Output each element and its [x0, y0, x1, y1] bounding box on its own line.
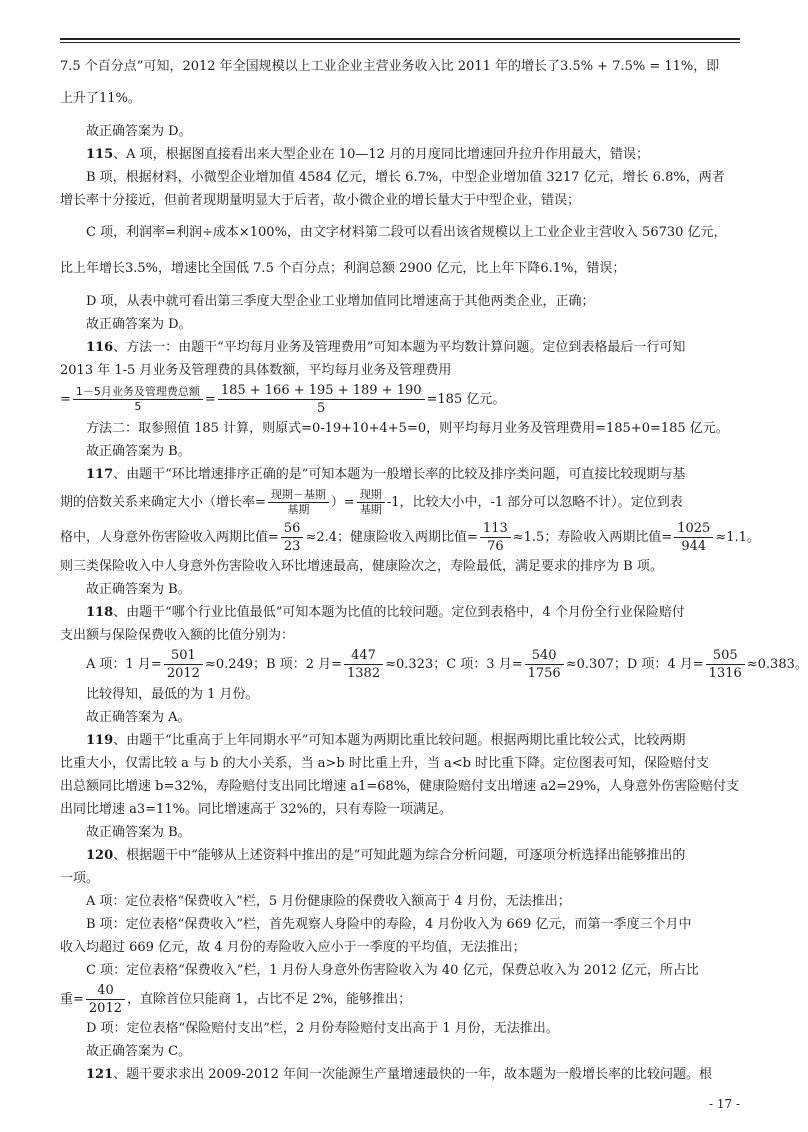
- fraction: $\frac{113}{76}$: [480, 520, 511, 555]
- fraction: $\frac{1025}{944}$: [674, 520, 713, 555]
- question-number: 121: [86, 1067, 114, 1082]
- answer-line: 故正确答案为 A。: [86, 710, 191, 725]
- answer-line: 故正确答案为 D。: [86, 124, 192, 139]
- question-text: 、根据题干中“能够从上述资料中推出的是”可知此题为综合分析问题，可逐项分析选择出能够推出的: [113, 848, 686, 863]
- page-number: - 17 -: [708, 1097, 740, 1111]
- question-number: 118: [86, 605, 114, 620]
- question-text: 、由题干“哪个行业比值最低”可知本题为比值的比较问题。定位到表格中，4 个月份全行业保险赔付: [113, 605, 685, 620]
- text-line: A 项：定位表格“保费收入”栏，5 月份健康险的保费收入额高于 4 月份，无法推出；: [86, 894, 571, 909]
- question-number: 119: [86, 733, 114, 748]
- question-text: 、由题干“环比增速排序正确的是”可知本题为一般增长率的比较及排序类问题，可直接比较现期与基: [113, 467, 686, 482]
- question-text: 、方法一：由题干“平均每月业务及管理费用”可知本题为平均数计算问题。定位到表格最后一行可知: [113, 340, 686, 355]
- fraction: $\frac{40}{2012}$: [86, 982, 125, 1017]
- text-line: D 项：定位表格“保险赔付支出”栏，2 月份寿险赔付支出高于 1 月份，无法推出。: [86, 1021, 559, 1036]
- text-line: 支出额与保险保费收入额的比值分别为：: [60, 628, 295, 643]
- fraction: $\frac{447}{1382}$: [344, 647, 383, 682]
- question-115: [60, 143, 740, 166]
- question-number: 115: [86, 147, 114, 162]
- question-text: 、题干要求求出 2009-2012 年间一次能源生产量增速最快的一年，故本题为一般增长率的比较问题。根: [113, 1067, 712, 1082]
- header-rule-thin: [60, 42, 740, 43]
- text-line: C 项，利润率=利润÷成本×100%，由文字材料第二段可以看出该省规模以上工业企业主营收入 56730 亿元，: [86, 225, 727, 240]
- header-rule: [60, 38, 740, 40]
- fraction: $\frac{\text{1－5月业务及管理费总额}}{5}$: [73, 385, 203, 414]
- question-number: 116: [86, 340, 114, 355]
- text-line: B 项，根据材料，小微型企业增加值 4584 亿元，增长 6.7%，中型企业增加值 3217 亿元，增长 6.8%，两者: [86, 170, 725, 185]
- text-line: 7.5 个百分点”可知，2012 年全国规模以上工业企业主营业务收入比 2011 年的增长了3.5% + 7.5% = 11%，即: [60, 59, 720, 74]
- fraction: $\frac{56}{23}$: [281, 520, 304, 555]
- question-118: [60, 601, 740, 624]
- answer-line: 故正确答案为 B。: [86, 444, 191, 459]
- formula-line: 重= $\frac{40}{2012}$ ，直除首位只能商 1，占比不足 2%，能够推出；: [60, 983, 412, 1016]
- answer-line: 故正确答案为 B。: [86, 825, 191, 840]
- question-120: [60, 844, 740, 867]
- text-line: 2013 年 1-5 月业务及管理费的具体数额，平均每月业务及管理费用: [60, 363, 452, 378]
- text-line: 则三类保险收入中人身意外伤害险收入环比增速最高，健康险次之，寿险最低，满足要求的排序为 B 项。: [60, 559, 663, 574]
- formula-line: = $\frac{\text{1－5月业务及管理费总额}}{5}$ = $\frac{185 + 166 + 195 + 189 + 190}{5}$ =185 亿元。: [60, 383, 506, 416]
- text-line: 出总额同比增速 b=32%，寿险赔付支出同比增速 a1=68%，健康险赔付支出增速 a2=29%，人身意外伤害险赔付支: [60, 779, 740, 794]
- text-line: 增长率十分接近，但前者现期量明显大于后者，故小微企业的增长量大于中型企业，错误；: [60, 193, 581, 208]
- fraction: $\frac{\text{现期}}{\text{基期}}$: [357, 488, 385, 517]
- question-text: 、A 项，根据图直接看出来大型企业在 10—12 月的月度同比增速回升拉升作用最大，错误；: [113, 147, 650, 162]
- fraction: $\frac{505}{1316}$: [706, 647, 745, 682]
- text-line: B 项：定位表格“保费收入”栏，首先观察人身险中的寿险，4 月份收入为 669 亿元，而第一季度三个月中: [86, 917, 692, 932]
- answer-line: 故正确答案为 C。: [86, 1044, 192, 1059]
- text-line: D 项，从表中就可看出第三季度大型企业工业增加值同比增速高于其他两类企业，正确；: [86, 294, 595, 309]
- question-116: [60, 336, 740, 359]
- answer-line: 故正确答案为 B。: [86, 582, 191, 597]
- question-119: [60, 729, 740, 752]
- question-117: [60, 463, 740, 486]
- answer-line: 故正确答案为 D。: [86, 317, 192, 332]
- formula-line: A 项：1 月= $\frac{501}{2012}$ ≈0.249；B 项：2 月= $\frac{447}{1382}$ ≈0.323；C 项：3 月= $\frac{540}{1756}$ ≈0.307；D 项：4 月= $\frac{505}{1316}$ ≈0.383。: [86, 648, 808, 681]
- fraction: $\frac{\text{现期－基期}}{\text{基期}}$: [268, 488, 329, 517]
- text-line: 出同比增速 a3=11%。同比增速高于 32%的，只有寿险一项满足。: [60, 802, 452, 817]
- question-121: [60, 1063, 740, 1086]
- fraction: $\frac{501}{2012}$: [164, 647, 203, 682]
- fraction: $\frac{185 + 166 + 195 + 189 + 190}{5}$: [218, 382, 425, 417]
- text-line: 比上年增长3.5%，增速比全国低 7.5 个百分点；利润总额 2900 亿元，比上年下降6.1%，错误；: [60, 261, 626, 276]
- text-line: 收入均超过 669 亿元，故 4 月份的寿险收入应小于一季度的平均值，无法推出；: [60, 940, 526, 955]
- question-number: 117: [86, 467, 114, 482]
- fraction: $\frac{540}{1756}$: [525, 647, 564, 682]
- text-line: C 项：定位表格“保费收入”栏，1 月份人身意外伤害险收入为 40 亿元，保费总收入为 2012 亿元，所占比: [86, 963, 699, 978]
- text-line: 一项。: [60, 871, 100, 886]
- question-text: 、由题干“比重高于上年同期水平”可知本题为两期比重比较问题。根据两期比重比较公式，比较两期: [113, 733, 686, 748]
- formula-line: 格中，人身意外伤害险收入两期比值= $\frac{56}{23}$ ≈2.4；健康险收入两期比值= $\frac{113}{76}$ ≈1.5；寿险收入两期比值= $\frac{1025}{944}$ ≈1.1。: [60, 521, 760, 554]
- text-line: 比重大小，仅需比较 a 与 b 的大小关系，当 a>b 时比重上升，当 a<b 时比重下降。定位图表可知，保险赔付支: [60, 756, 710, 771]
- question-number: 120: [86, 848, 114, 863]
- answer-explanations: [60, 55, 808, 1086]
- text-line: 比较得知，最低的为 1 月份。: [86, 687, 259, 702]
- formula-line: 期的倍数关系来确定大小（增长率= $\frac{\text{现期－基期}}{\text{基期}}$ ）= $\frac{\text{现期}}{\text{基期}}$ -1，比较大小中，-1 部分可以忽略不计）。定位到表: [60, 488, 683, 516]
- text-line: 上升了11%。: [60, 91, 141, 106]
- text-line: 方法二：取参照值 185 计算，则原式=0-19+10+4+5=0，则平均每月业务及管理费用=185+0=185 亿元。: [86, 421, 729, 436]
